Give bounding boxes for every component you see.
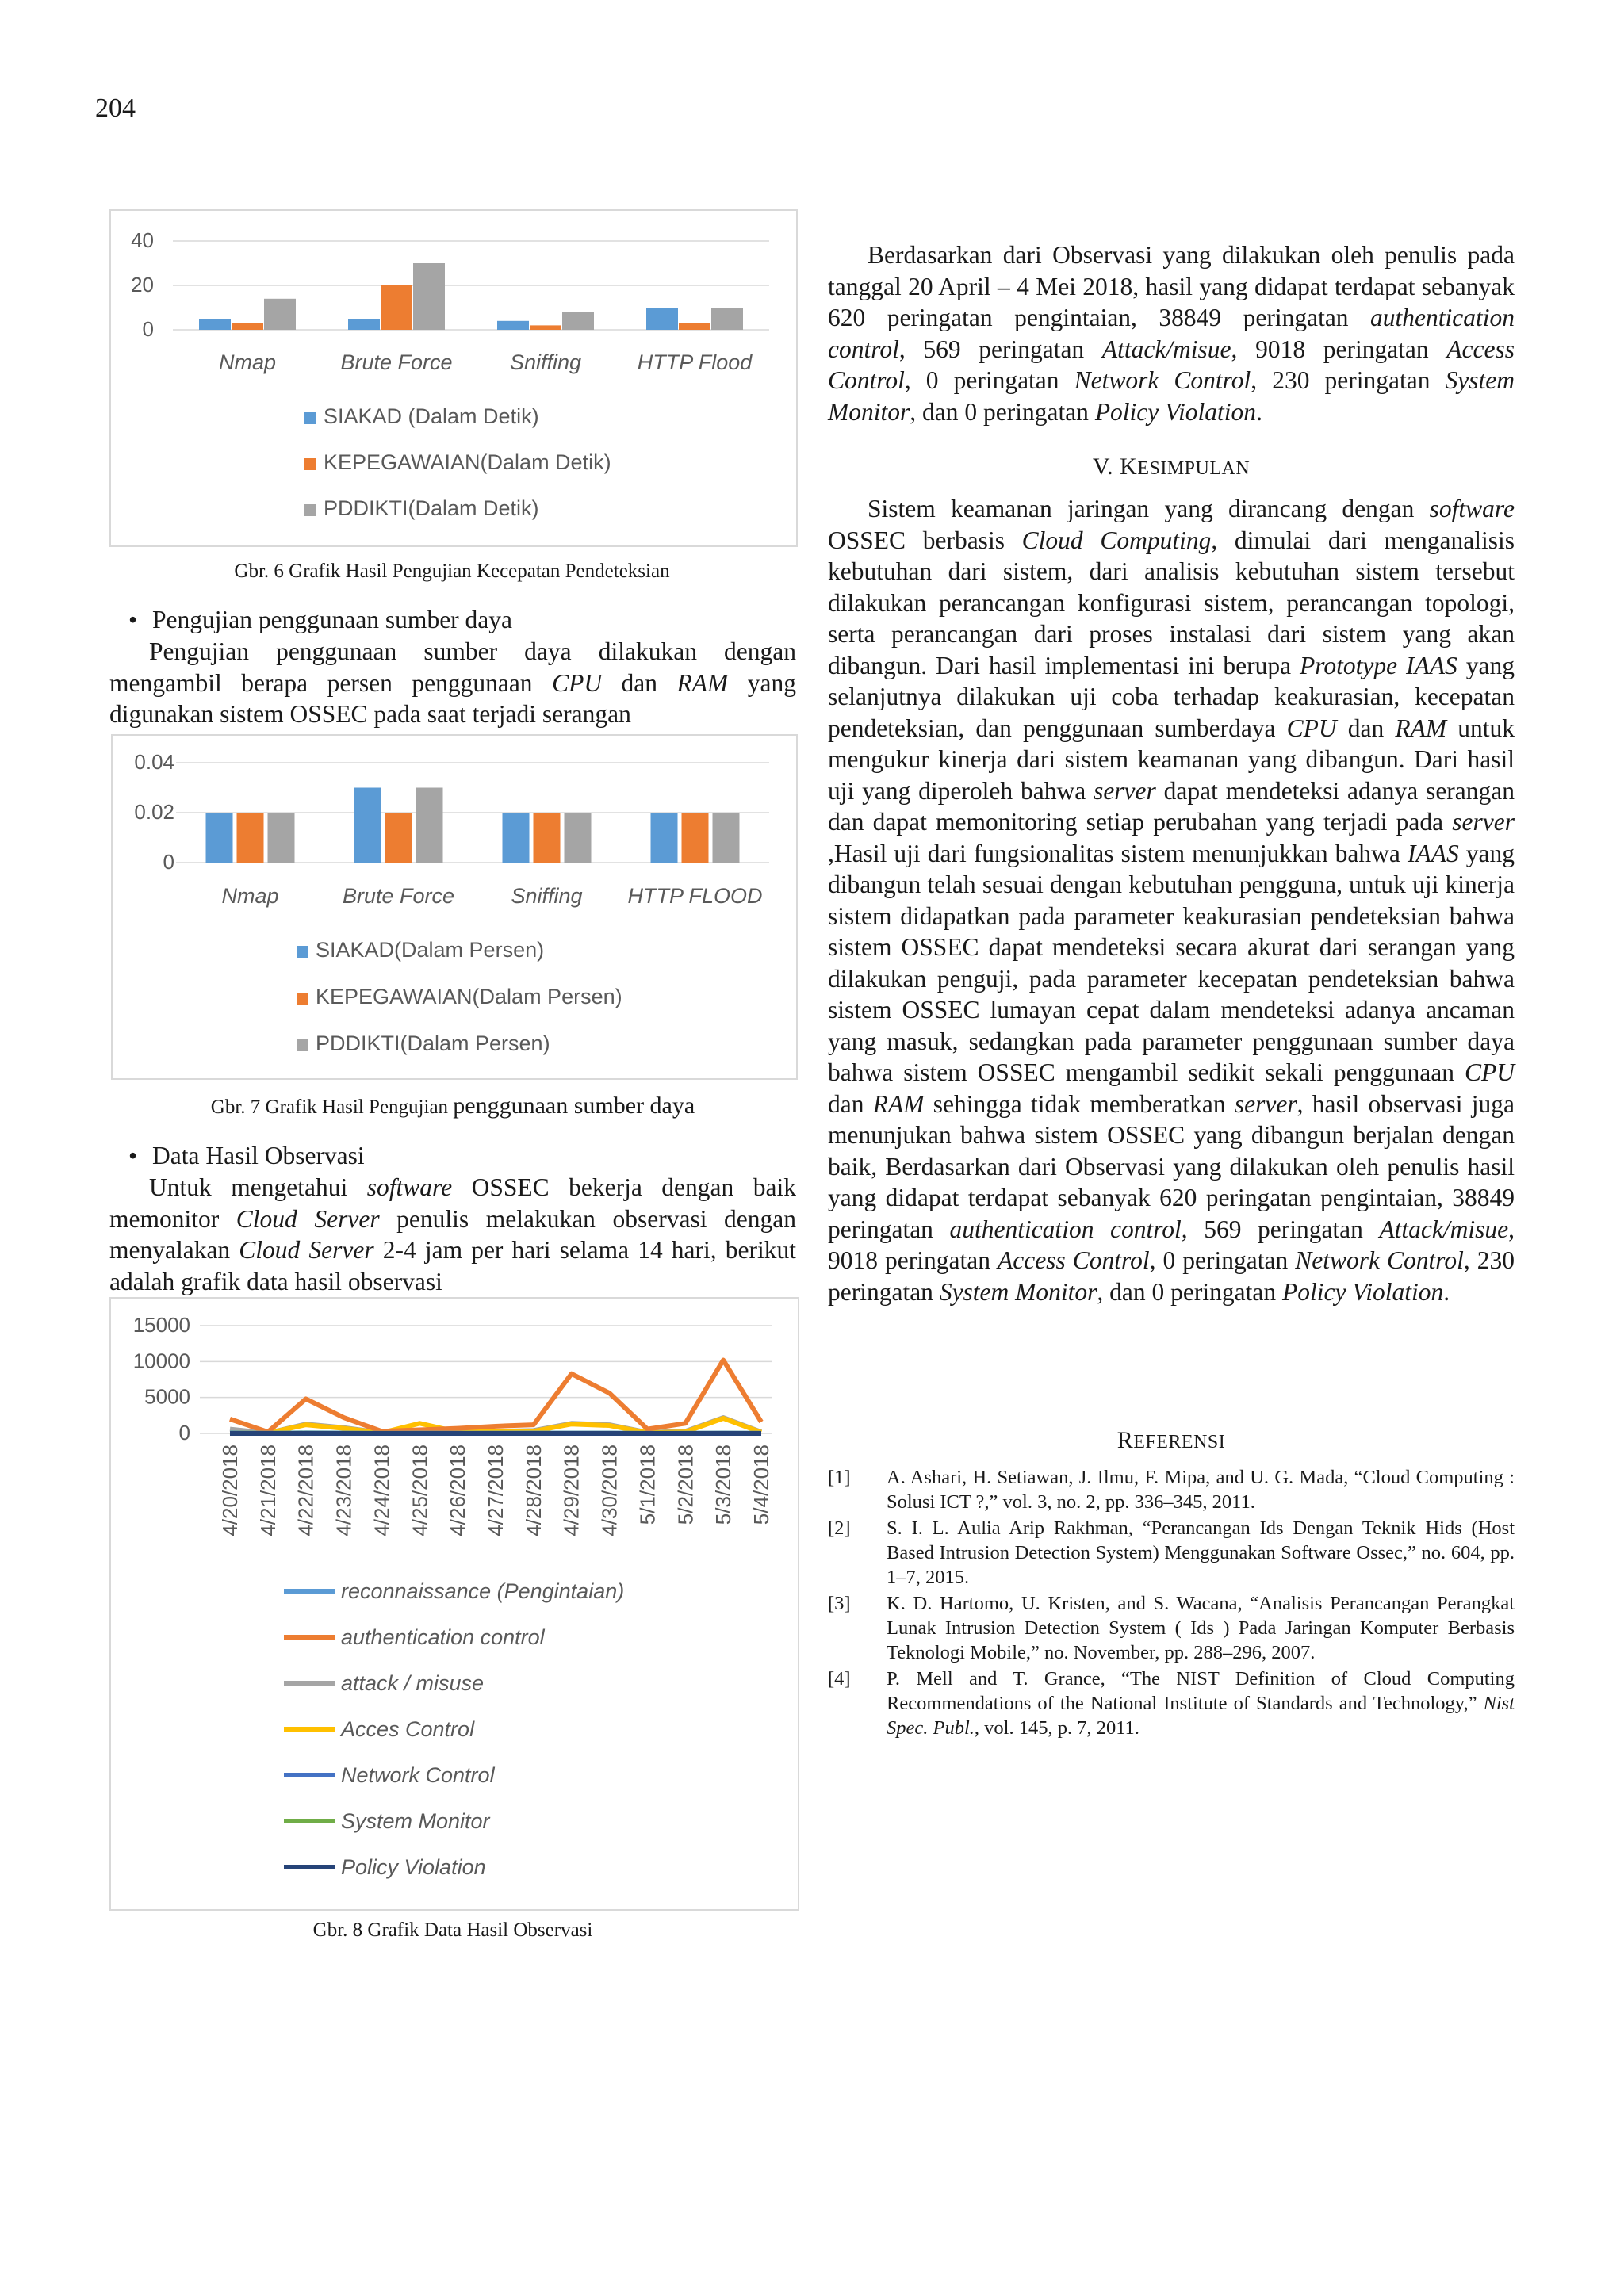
line-series-authentication-control <box>230 1360 761 1433</box>
legend-label: attack / misuse <box>341 1671 485 1695</box>
bar-pddikti-dalam-detik- <box>711 308 743 330</box>
text-run: yang selanjutnya dilakukan uji coba terhadap keakurasian, kecepatan pendeteksian, dan penggunaan sumberdaya <box>828 651 1515 742</box>
italic-term: Nist Spec. Publ. <box>887 1693 1515 1739</box>
text-run: , 230 peringatan <box>1251 366 1446 394</box>
figure-7-chart <box>111 734 798 1080</box>
x-category-label: HTTP Flood <box>637 350 753 374</box>
x-category-label: Sniffing <box>509 350 582 374</box>
text-run: 2-4 jam per hari selama 14 hari, berikut adalah grafik data hasil observasi <box>109 1236 796 1295</box>
y-tick-label: 0.02 <box>134 800 174 824</box>
page-number: 204 <box>95 94 136 123</box>
italic-term: Cloud Server <box>239 1236 374 1264</box>
legend-label: KEPEGAWAIAN(Dalam Persen) <box>316 985 622 1008</box>
reference-number: [4] <box>828 1668 851 1689</box>
italic-term: CPU <box>1465 1058 1515 1086</box>
text-run: sehingga tidak memberatkan <box>924 1089 1235 1118</box>
bar-siakad-dalam-detik- <box>497 321 529 330</box>
italic-term: authentication control <box>828 304 1515 363</box>
reference-text <box>887 1516 1515 1590</box>
y-tick-label: 0.04 <box>134 750 174 774</box>
text-run: , 9018 peringatan <box>828 1215 1515 1274</box>
italic-term: RAM <box>1395 714 1447 742</box>
legend-swatch <box>304 458 316 470</box>
bar-siakad-dalam-detik- <box>348 319 380 330</box>
bar-kepegawaian-dalam-detik- <box>381 285 412 330</box>
text-run: untuk mengukur kinerja dari sistem keamanan yang dibangun. Dari hasil uji yang diperoleh bahwa <box>828 714 1515 805</box>
bullet-icon: • <box>128 1142 138 1169</box>
legend-swatch <box>297 1039 308 1051</box>
x-tick-label: 5/2/2018 <box>673 1445 698 1525</box>
x-category-label: Sniffing <box>511 884 583 908</box>
bar-kepegawaian-dalam-detik- <box>232 323 263 330</box>
figure-7-caption-suffix: penggunaan sumber daya <box>453 1093 695 1119</box>
figure-8-svg <box>111 1299 798 1909</box>
text-run: , dimulai dari menganalisis kebutuhan dari sistem, dari analisis kebutuhan sistem tersebut dilakukan perancangan konfigurasi sistem, perancangan topologi, serta perancangan dari proses instalasi dari sistem yang akan dibangun. Dari hasil implementasi ini berupa <box>828 526 1515 679</box>
y-tick-label: 0 <box>142 317 154 341</box>
figure-6-caption: Gbr. 6 Grafik Hasil Pengujian Kecepatan Pendeteksian <box>234 561 670 582</box>
text-run: Untuk mengetahui <box>149 1173 367 1201</box>
text-run: OSSEC bekerja dengan baik memonitor <box>109 1173 797 1233</box>
bullet-icon: • <box>128 606 138 633</box>
heading-rest: EFERENSI <box>1133 1432 1226 1452</box>
legend-swatch <box>297 946 308 958</box>
italic-term: System Monitor <box>828 366 1515 426</box>
bullet-text: Pengujian penggunaan sumber daya <box>152 606 512 633</box>
figure-8-caption: Gbr. 8 Grafik Data Hasil Observasi <box>312 1919 593 1941</box>
text-run: Sistem keamanan jaringan yang dirancang dengan <box>868 495 1430 522</box>
text-run: , 0 peringatan <box>1149 1246 1296 1274</box>
italic-term: IAAS <box>1407 839 1459 867</box>
heading-number: V. <box>1092 453 1114 480</box>
x-tick-label: 4/24/2018 <box>370 1445 394 1536</box>
x-category-label: HTTP FLOOD <box>627 884 763 908</box>
x-tick-label: 5/1/2018 <box>635 1445 660 1525</box>
italic-term: Attack/misue <box>1379 1215 1509 1243</box>
y-tick-label: 0 <box>163 850 174 874</box>
y-tick-label: 20 <box>131 273 154 297</box>
text-run: , vol. 145, p. 7, 2011. <box>974 1717 1139 1739</box>
italic-term: Cloud Computing <box>1021 526 1212 554</box>
text-run: , 0 peringatan <box>904 366 1074 394</box>
paragraph-conclusion <box>828 493 1515 1307</box>
legend-swatch <box>297 993 308 1004</box>
heading-initial: K <box>1120 453 1138 480</box>
legend-swatch <box>304 412 316 424</box>
bar-pddikti-dalam-detik- <box>413 263 445 330</box>
text-run: , 569 peringatan <box>898 335 1102 363</box>
italic-term: authentication control <box>949 1215 1182 1243</box>
y-tick-label: 10000 <box>132 1349 190 1373</box>
legend-label: SIAKAD(Dalam Persen) <box>316 938 545 962</box>
italic-term: Network Control <box>1074 366 1251 394</box>
text-run: , 569 peringatan <box>1181 1215 1380 1243</box>
heading-initial: R <box>1116 1427 1134 1453</box>
legend-label: System Monitor <box>341 1809 490 1833</box>
x-tick-label: 4/26/2018 <box>446 1445 470 1536</box>
text-run: penulis melakukan observasi dengan menyalakan <box>109 1204 796 1264</box>
paragraph-text <box>109 1172 796 1297</box>
reference-text <box>887 1667 1515 1740</box>
paragraph-resource-usage <box>109 636 796 730</box>
paragraph-observation <box>109 1172 796 1297</box>
italic-term: software <box>366 1173 453 1201</box>
text-run: . <box>1443 1277 1450 1306</box>
italic-term: Access Control <box>998 1246 1150 1274</box>
y-tick-label: 15000 <box>132 1313 190 1337</box>
italic-term: Policy Violation <box>1281 1277 1444 1306</box>
x-tick-label: 4/27/2018 <box>484 1445 508 1536</box>
italic-term: RAM <box>676 668 729 697</box>
text-run: , hasil observasi juga menunjukan bahwa sistem OSSEC yang dibangun berjalan dengan baik, Berdasarkan dari Observasi yang dilakukan oleh penulis hasil yang didapat terdapat sebanyak 620 peringatan pengintaian, 38849 peringatan <box>828 1089 1515 1243</box>
bar-siakad-dalam-persen- <box>354 788 381 863</box>
bar-kepegawaian-dalam-persen- <box>237 813 264 863</box>
x-tick-label: 4/29/2018 <box>559 1445 584 1536</box>
figure-7-svg <box>113 736 796 1078</box>
bar-siakad-dalam-persen- <box>206 813 233 863</box>
reference-number: [1] <box>828 1467 851 1488</box>
x-category-label: Nmap <box>221 884 279 908</box>
figure-6-chart <box>109 209 798 547</box>
x-tick-label: 4/30/2018 <box>597 1445 622 1536</box>
legend-label: PDDIKTI(Dalam Persen) <box>316 1031 550 1055</box>
text-run: dan <box>602 668 677 697</box>
text-run: dapat mendeteksi adanya serangan dan dapat memonitoring setiap perubahan yang terjadi pada <box>828 776 1515 836</box>
legend-label: Network Control <box>341 1763 495 1787</box>
x-tick-label: 5/4/2018 <box>749 1445 773 1525</box>
text-run: ,Hasil uji dari fungsionalitas sistem menunjukkan bahwa <box>828 839 1408 867</box>
legend-label: SIAKAD (Dalam Detik) <box>324 404 539 428</box>
italic-term: Prototype IAAS <box>1300 651 1457 679</box>
reference-item <box>828 1591 1515 1665</box>
bar-pddikti-dalam-persen- <box>416 788 443 863</box>
x-category-label: Brute Force <box>342 884 455 908</box>
figure-6-svg <box>111 211 796 545</box>
y-tick-label: 0 <box>178 1421 190 1445</box>
references-list <box>828 1465 1515 1742</box>
legend-label: PDDIKTI(Dalam Detik) <box>324 496 539 520</box>
heading-rest: ESIMPULAN <box>1137 458 1251 479</box>
text-run: Pengujian penggunaan sumber daya dilakukan dengan mengambil berapa persen penggunaan <box>109 637 796 697</box>
x-tick-label: 4/20/2018 <box>218 1445 242 1536</box>
reference-number: [3] <box>828 1593 851 1614</box>
figure-7-caption <box>111 1093 795 1119</box>
text-run: S. I. L. Aulia Arip Rakhman, “Perancangan Ids Dengan Teknik Hids (Host Based Intrusion Detection System) Menggunakan Software Ossec,” no. 604, pp. 1–7, 2015. <box>887 1517 1515 1588</box>
italic-term: server <box>1452 808 1515 836</box>
paragraph-text <box>109 636 796 730</box>
reference-item <box>828 1516 1515 1590</box>
figure-7-caption-prefix: Gbr. 7 Grafik Hasil Pengujian <box>210 1096 454 1118</box>
text-run: yang dibangun telah sesuai dengan kebutuhan pengguna, untuk uji kinerja sistem didapatkan pada parameter keakurasian pendeteksian bahwa sistem OSSEC dapat mendeteksi secara akurat dari serangan yang dilakukan penguji, pada parameter kecepatan pendeteksian bahwa sistem OSSEC lumayan cepat dalam mendeteksi adanya ancaman yang masuk, sedangkan pada parameter penggunaan sumber daya bahwa sistem OSSEC mengambil sedikit sekali penggunaan <box>828 839 1515 1086</box>
bar-kepegawaian-dalam-persen- <box>385 813 412 863</box>
text-run: , dan 0 peringatan <box>910 397 1095 426</box>
section-heading-kesimpulan <box>828 453 1515 480</box>
x-tick-label: 4/23/2018 <box>331 1445 356 1536</box>
italic-term: Attack/misue <box>1101 335 1231 363</box>
italic-term: server <box>1094 776 1156 805</box>
legend-label: authentication control <box>341 1625 545 1649</box>
bar-pddikti-dalam-persen- <box>713 813 740 863</box>
paragraph-text <box>828 493 1515 1307</box>
x-tick-label: 4/25/2018 <box>408 1445 432 1536</box>
bullet-item-observation <box>119 1140 796 1172</box>
bar-kepegawaian-dalam-detik- <box>530 325 561 330</box>
reference-text <box>887 1465 1515 1514</box>
x-tick-label: 5/3/2018 <box>711 1445 736 1525</box>
x-tick-label: 4/22/2018 <box>293 1445 318 1536</box>
reference-item <box>828 1667 1515 1740</box>
text-run: yang digunakan sistem OSSEC pada saat terjadi serangan <box>109 668 797 728</box>
bar-pddikti-dalam-detik- <box>562 312 594 330</box>
bar-siakad-dalam-detik- <box>199 319 231 330</box>
italic-term: Network Control <box>1295 1246 1464 1274</box>
x-category-label: Nmap <box>218 350 277 374</box>
bar-pddikti-dalam-detik- <box>264 299 296 330</box>
bullet-text: Data Hasil Observasi <box>152 1142 365 1169</box>
italic-term: Cloud Server <box>236 1204 380 1233</box>
italic-term: CPU <box>552 668 603 697</box>
italic-term: Access Control <box>828 335 1515 394</box>
text-run: , 230 peringatan <box>828 1246 1515 1306</box>
italic-term: RAM <box>872 1089 925 1118</box>
text-run: P. Mell and T. Grance, “The NIST Definition of Cloud Computing Recommendations of the National Institute of Standards and Technology,” <box>887 1668 1515 1714</box>
bar-siakad-dalam-persen- <box>651 813 678 863</box>
bar-siakad-dalam-persen- <box>503 813 530 863</box>
text-run: , 9018 peringatan <box>1231 335 1447 363</box>
y-tick-label: 5000 <box>144 1384 190 1409</box>
bar-pddikti-dalam-persen- <box>565 813 592 863</box>
bar-pddikti-dalam-persen- <box>268 813 295 863</box>
italic-term: CPU <box>1286 714 1337 742</box>
reference-item <box>828 1465 1515 1514</box>
text-run: Berdasarkan dari Observasi yang dilakukan oleh penulis pada tanggal 20 April – 4 Mei 2018, hasil yang didapat terdapat sebanyak 620 peringatan pengintaian, 38849 peringatan <box>828 241 1515 331</box>
text-run: , dan 0 peringatan <box>1097 1277 1282 1306</box>
x-tick-label: 4/28/2018 <box>521 1445 546 1536</box>
bar-kepegawaian-dalam-detik- <box>679 323 710 330</box>
paragraph-text <box>828 239 1515 427</box>
section-heading-referensi <box>828 1427 1515 1454</box>
paragraph-observation-summary <box>828 239 1515 427</box>
y-tick-label: 40 <box>131 228 154 252</box>
bar-kepegawaian-dalam-persen- <box>682 813 709 863</box>
italic-term: System Monitor <box>939 1277 1097 1306</box>
reference-number: [2] <box>828 1517 851 1539</box>
legend-label: KEPEGAWAIAN(Dalam Detik) <box>324 450 611 474</box>
text-run: OSSEC berbasis <box>828 526 1022 554</box>
italic-term: server <box>1234 1089 1297 1118</box>
x-tick-label: 4/21/2018 <box>255 1445 280 1536</box>
text-run: A. Ashari, H. Setiawan, J. Ilmu, F. Mipa, and U. G. Mada, “Cloud Computing : Solusi ICT ?,” vol. 3, no. 2, pp. 336–345, 2011. <box>887 1467 1515 1513</box>
legend-label: Acces Control <box>341 1717 475 1741</box>
text-run: dan <box>828 1089 873 1118</box>
bar-kepegawaian-dalam-persen- <box>534 813 561 863</box>
text-run: dan <box>1336 714 1396 742</box>
bullet-item-resource-usage <box>119 604 796 636</box>
italic-term: software <box>1429 495 1515 522</box>
legend-swatch <box>304 504 316 516</box>
bar-siakad-dalam-detik- <box>646 308 678 330</box>
x-category-label: Brute Force <box>340 350 453 374</box>
legend-label: reconnaissance (Pengintaian) <box>341 1579 625 1603</box>
legend-label: Policy Violation <box>341 1855 486 1879</box>
italic-term: Policy Violation <box>1094 397 1257 426</box>
figure-8-chart <box>109 1297 799 1911</box>
text-run: . <box>1256 397 1262 426</box>
reference-text <box>887 1591 1515 1665</box>
text-run: K. D. Hartomo, U. Kristen, and S. Wacana, “Analisis Perancangan Perangkat Lunak Intrusion Detection System ( Ids ) Pada Jaringan Komputer Berbasis Teknologi Mobile,” no. November, pp. 288–296, 2007. <box>887 1593 1515 1663</box>
